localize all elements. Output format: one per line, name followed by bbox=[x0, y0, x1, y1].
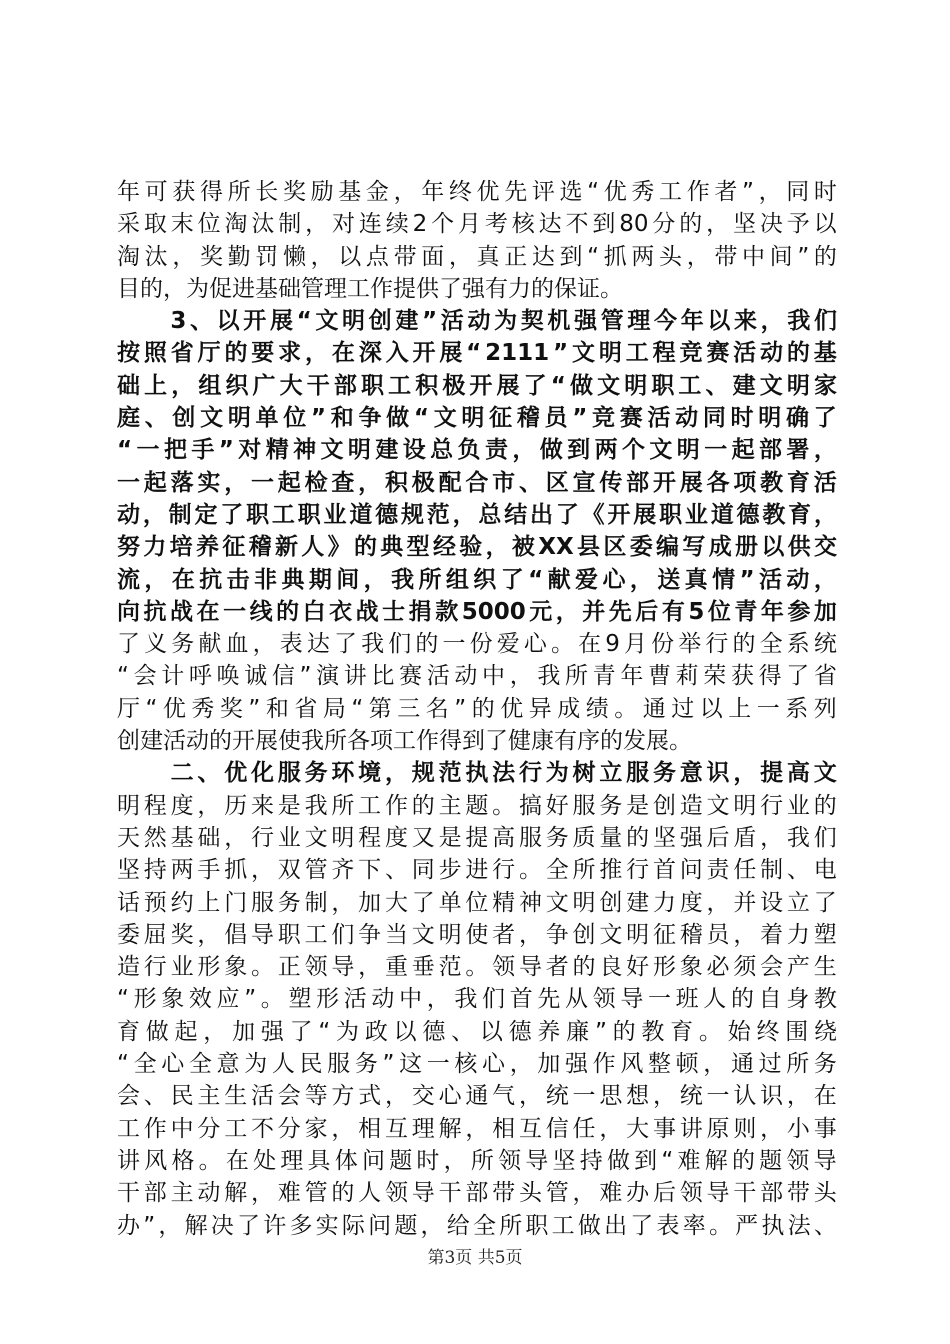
text-line: 工 作 中 分 工 不 分 家 ， 相 互 理 解 ， 相 互 信 任 ， 大 事 讲 原 则 ， 小 事 bbox=[117, 1115, 837, 1142]
text-line: 动 ， 制 定 了 职 工 职 业 道 德 规 范 ， 总 结 出 了 《 开 展 职 业 道 德 教 育 ， bbox=[117, 501, 837, 528]
text-line: “ 会 计 呼 唤 诚 信 ” 演 讲 比 赛 活 动 中 ， 我 所 青 年 曹 莉 荣 获 得 了 省 bbox=[117, 663, 837, 690]
text-line: 天 然 基 础 ， 行 业 文 明 程 度 又 是 提 高 服 务 质 量 的 坚 强 后 盾 ， 我 们 bbox=[117, 824, 837, 851]
text-line: “ 一 把 手 ” 对 精 神 文 明 建 设 总 负 责 ， 做 到 两 个 文 明 一 起 部 署 ， bbox=[117, 437, 837, 464]
text-line: 向 抗 战 在 一 线 的 白 衣 战 士 捐 款 5000 元 ， 并 先 后 有 5 位 青 年 参 加 bbox=[117, 598, 837, 625]
text-line: 会 、 民 主 生 活 会 等 方 式 ， 交 心 通 气 ， 统 一 思 想 ， 统 一 认 识 ， 在 bbox=[117, 1083, 837, 1110]
text-line: 努 力 培 养 征 稽 新 人 》 的 典 型 经 验 ， 被 XX 县 区 委 编 写 成 册 以 供 交 bbox=[117, 534, 837, 561]
text-line: 坚 持 两 手 抓 ， 双 管 齐 下 、 同 步 进 行 。 全 所 推 行 首 问 责 任 制 、 电 bbox=[117, 857, 837, 884]
text-line: “ 全 心 全 意 为 人 民 服 务 ” 这 一 核 心 ， 加 强 作 风 整 顿 ， 通 过 所 务 bbox=[117, 1051, 837, 1078]
text-line: 二 、 优 化 服 务 环 境 ， 规 范 执 法 行 为 树 立 服 务 意 识 ， 提 高 文 bbox=[170, 760, 837, 787]
text-line: 庭 、 创 文 明 单 位 ” 和 争 做 “ 文 明 征 稽 员 ” 竞 赛 活 动 同 时 明 确 了 bbox=[117, 405, 837, 432]
text-line: 年 可 获 得 所 长 奖 励 基 金 ， 年 终 优 先 评 选 “ 优 秀 工 作 者 ” ， 同 时 bbox=[117, 179, 837, 205]
text-line: 委 屈 奖 ， 倡 导 职 工 们 争 当 文 明 使 者 ， 争 创 文 明 征 稽 员 ， 着 力 塑 bbox=[117, 921, 837, 948]
body-text bbox=[117, 176, 837, 1242]
page-footer: 第3页 共5页 bbox=[427, 1248, 523, 1268]
text-line: 3 、 以 开 展 “ 文 明 创 建 ” 活 动 为 契 机 强 管 理 今 年 以 来 ， 我 们 bbox=[170, 308, 837, 335]
text-line: 按 照 省 厅 的 要 求 ， 在 深 入 开 展 “ 2111 ” 文 明 工 程 竞 赛 活 动 的 基 bbox=[117, 340, 837, 367]
text-line: 办 ” ， 解 决 了 许 多 实 际 问 题 ， 给 全 所 职 工 做 出 了 表 率 。 严 执 法 、 bbox=[117, 1212, 837, 1239]
text-line: 础 上 ， 组 织 广 大 干 部 职 工 积 极 开 展 了 “ 做 文 明 职 工 、 建 文 明 家 bbox=[117, 372, 837, 399]
text-line: 创建活动的开展使我所各项工作得到了健康有序的发展。 bbox=[117, 728, 692, 755]
text-line: 话 预 约 上 门 服 务 制 ， 加 大 了 单 位 精 神 文 明 创 建 力 度 ， 并 设 立 了 bbox=[117, 889, 837, 916]
text-line: 了 义 务 献 血 ， 表 达 了 我 们 的 一 份 爱 心 。 在 9 月 份 举 行 的 全 系 统 bbox=[117, 631, 837, 658]
text-line: 一 起 落 实 ， 一 起 检 查 ， 积 极 配 合 市 、 区 宣 传 部 开 展 各 项 教 育 活 bbox=[117, 469, 837, 496]
text-line: “ 形 象 效 应 ” 。 塑 形 活 动 中 ， 我 们 首 先 从 领 导 一 班 人 的 自 身 教 bbox=[117, 986, 837, 1013]
text-line: 讲 风 格 。 在 处 理 具 体 问 题 时 ， 所 领 导 坚 持 做 到 “ 难 解 的 题 领 导 bbox=[117, 1147, 837, 1174]
text-line: 育 做 起 ， 加 强 了 “ 为 政 以 德 、 以 德 养 廉 ” 的 教 育 。 始 终 围 绕 bbox=[117, 1018, 837, 1045]
text-line: 目的，为促进基础管理工作提供了强有力的保证。 bbox=[117, 275, 623, 302]
text-line: 干 部 主 动 解 ， 难 管 的 人 领 导 干 部 带 头 管 ， 难 办 后 领 导 干 部 带 头 bbox=[117, 1180, 837, 1207]
text-line: 造 行 业 形 象 。 正 领 导 ， 重 垂 范 。 领 导 者 的 良 好 形 象 必 须 会 产 生 bbox=[117, 954, 837, 981]
text-line: 厅 “ 优 秀 奖 ” 和 省 局 “ 第 三 名 ” 的 优 异 成 绩 。 通 过 以 上 一 系 列 bbox=[117, 695, 837, 722]
text-line: 淘 汰 ， 奖 勤 罚 懒 ， 以 点 带 面 ， 真 正 达 到 “ 抓 两 头 ， 带 中 间 ” 的 bbox=[117, 243, 837, 270]
text-line: 采 取 末 位 淘 汰 制 ， 对 连 续 2 个 月 考 核 达 不 到 80 分 的 ， 坚 决 予 以 bbox=[117, 211, 837, 238]
text-line: 明 程 度 ， 历 来 是 我 所 工 作 的 主 题 。 搞 好 服 务 是 创 造 文 明 行 业 的 bbox=[117, 792, 837, 819]
text-line: 流 ， 在 抗 击 非 典 期 间 ， 我 所 组 织 了 “ 献 爱 心 ， 送 真 情 ” 活 动 ， bbox=[117, 566, 837, 593]
